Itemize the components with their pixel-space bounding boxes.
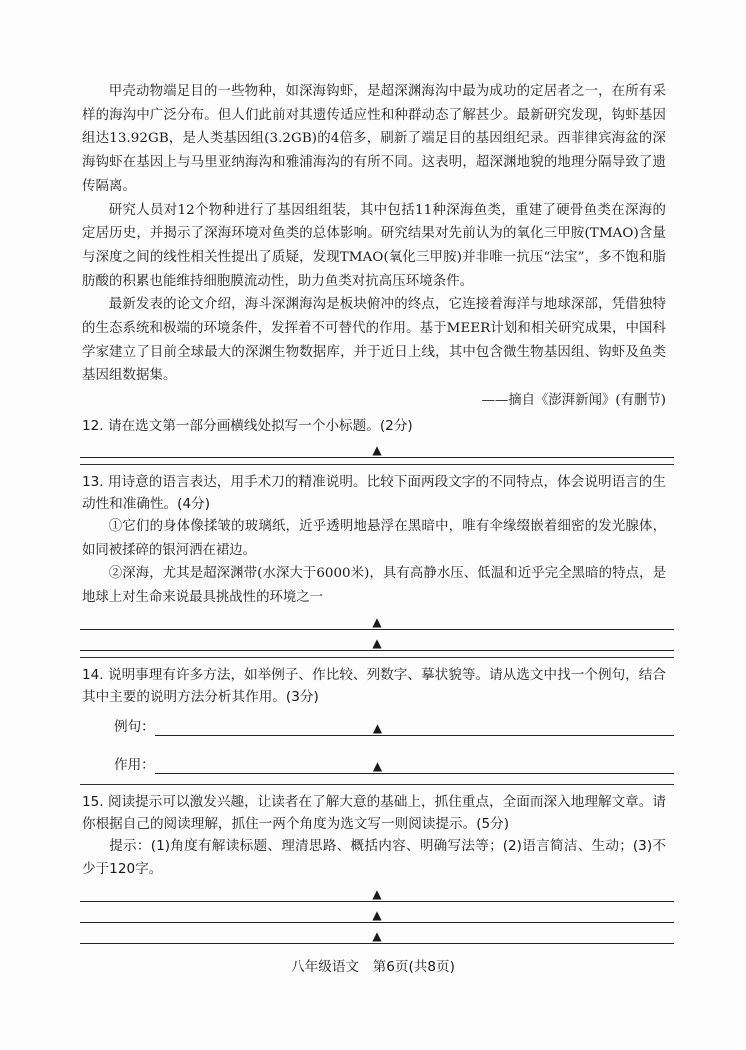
question-separator <box>80 784 674 785</box>
q13-answer-line-1[interactable] <box>80 609 674 630</box>
article-paragraph-1: 甲壳动物端足目的一些物种，如深海钩虾，是超深渊海沟中最为成功的定居者之一，在所有采样的海沟中广泛分布。但人们此前对其遗传适应性和种群动态了解甚少。最新研究发现，钩虾基因组达13.92GB，是人类基因组(3.2GB)的4倍多，刷新了端足目的基因组纪录。西菲律宾海盆的深海钩虾在基因上与马里亚纳海沟和雅浦海沟的有所不同。这表明，超深渊地貌的地理分隔导致了遗传隔离。 <box>82 84 666 194</box>
question-15: 15. 阅读提示可以激发兴趣，让读者在了解大意的基础上，抓住重点，全面而深入地理解文章。请你根据自己的阅读理解，抓住一两个角度为选文写一则阅读提示。(5分) <box>82 794 666 833</box>
question-separator <box>80 657 674 658</box>
triangle-mark-icon: ▲ <box>372 636 382 651</box>
q14-example-label: 例句： <box>114 719 155 736</box>
article-paragraph-3: 最新发表的论文介绍，海斗深渊海沟是板块俯冲的终点，它连接着海洋与地球深部，凭借独特的生态系统和极端的环境条件，发挥着不可替代的作用。基于MEER计划和相关研究成果，中国科学家建立了目前全球最大的深渊生物数据库，并于近日上线，其中包含微生物基因组、钩虾及鱼类基因组数据集。 <box>82 297 666 384</box>
page-footer: 八年级语文 第6页(共8页) <box>291 959 455 975</box>
article-paragraph-2: 研究人员对12个物种进行了基因组组装，其中包括11种深海鱼类，重建了硬骨鱼类在深海的定居历史，并揭示了深海环境对鱼类的总体影响。研究结果对先前认为的氧化三甲胺(TMAO)含量与深度之间的线性相关性提出了质疑，发现TMAO(氧化三甲胺)并非唯一抗压“法宝”，多不饱和脂肪酸的积累也能维持细胞膜流动性，助力鱼类对抗高压环境条件。 <box>82 202 666 289</box>
q15-tip: 提示：(1)角度有解读标题、理清思路、概括内容、明确写法等；(2)语言简洁、生动；(3)不少于120字。 <box>82 838 666 878</box>
triangle-mark-icon: ▲ <box>372 615 382 630</box>
triangle-mark-icon: ▲ <box>372 908 382 923</box>
question-12: 12. 请在选文第一部分画横线处拟写一个小标题。(2分) <box>82 418 413 435</box>
triangle-mark-icon: ▲ <box>372 443 382 458</box>
q14-effect-answer-line[interactable] <box>155 753 674 774</box>
q15-answer-line-3[interactable] <box>80 923 674 944</box>
triangle-mark-icon: ▲ <box>372 759 383 774</box>
q13-answer-line-2[interactable] <box>80 630 674 651</box>
q13-quote-1: ①它们的身体像揉皱的玻璃纸，近乎透明地悬浮在黑暗中，唯有伞缘缀嵌着细密的发光腺体，如同被揉碎的银河洒在裙边。 <box>82 519 666 558</box>
page-content <box>82 80 666 944</box>
q13-quote-2: ②深海，尤其是超深渊带(水深大于6000米)，具有高静水压、低温和近乎完全黑暗的特点，是地球上对生命来说最具挑战性的环境之一 <box>82 566 666 605</box>
question-14: 14. 说明事理有许多方法，如举例子、作比较、列数字、摹状貌等。请从选文中找一个例句，结合其中主要的说明方法分析其作用。(3分) <box>82 667 666 706</box>
triangle-mark-icon: ▲ <box>372 887 382 902</box>
q14-example-row <box>114 712 666 736</box>
q12-answer-line[interactable] <box>80 437 674 458</box>
q14-example-answer-line[interactable] <box>155 715 674 736</box>
q15-answer-line-2[interactable] <box>80 902 674 923</box>
question-13: 13. 用诗意的语言表达，用手术刀的精准说明。比较下面两段文字的不同特点，体会说明语言的生动性和准确性。(4分) <box>82 474 666 513</box>
article-source: ——摘自《澎湃新闻》(有删节) <box>481 393 666 409</box>
triangle-mark-icon: ▲ <box>372 929 382 944</box>
q15-answer-line-1[interactable] <box>80 881 674 902</box>
question-separator <box>80 464 674 465</box>
q14-effect-row <box>114 750 666 774</box>
triangle-mark-icon: ▲ <box>372 721 383 736</box>
q14-effect-label: 作用： <box>114 757 155 774</box>
